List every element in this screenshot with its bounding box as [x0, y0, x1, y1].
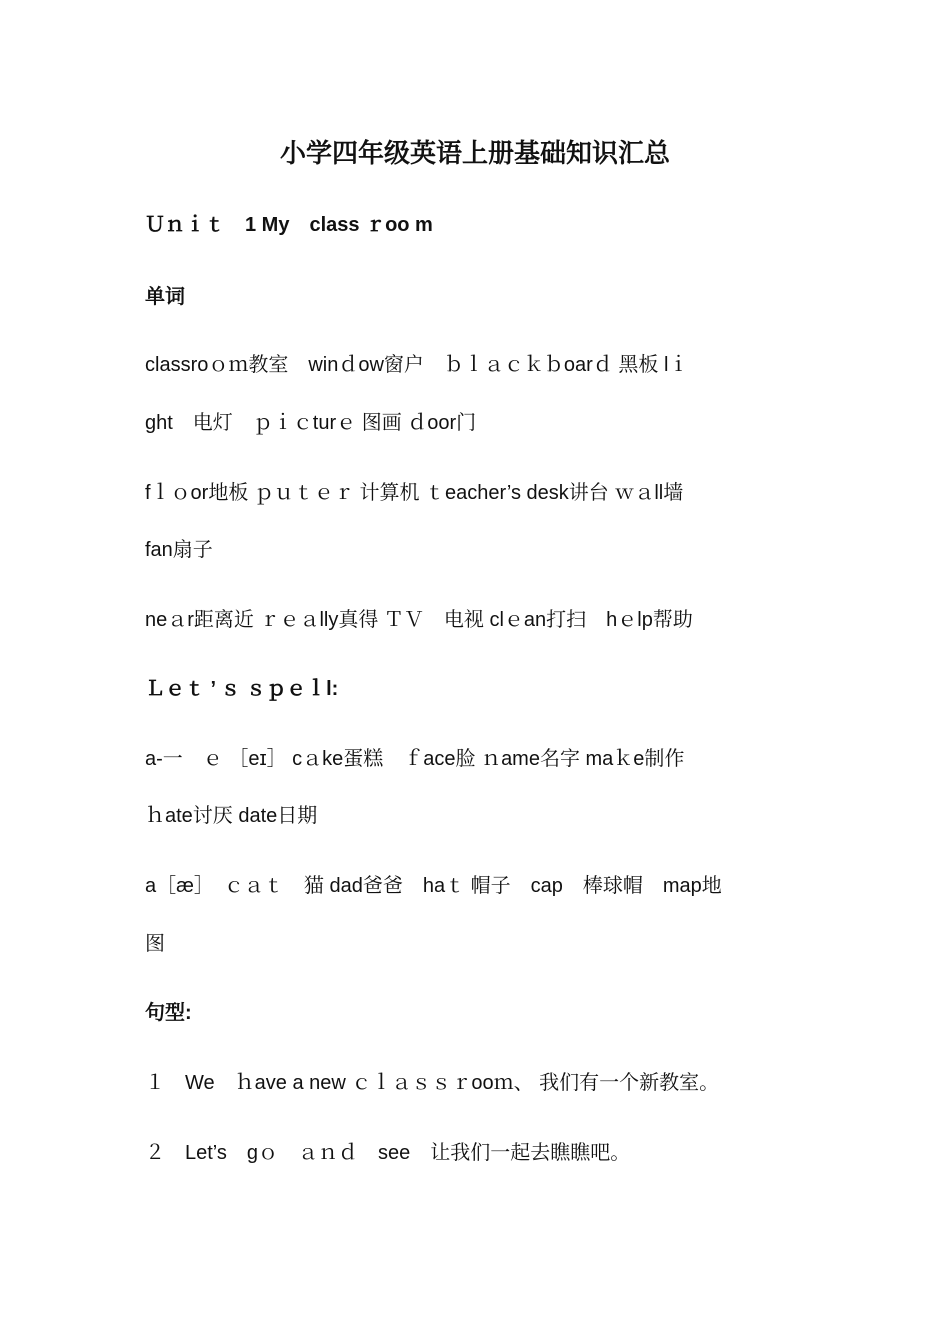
- sentence-heading: 句型:: [145, 1002, 192, 1024]
- vocab-line: fan扇子: [145, 539, 213, 561]
- unit-heading: Ｕｎｉｔ 1 My class ｒoo m: [145, 214, 433, 236]
- sentence-line: １ We ｈave a new ｃｌａｓｓｒooｍ、 我们有一个新教室。: [145, 1072, 720, 1094]
- vocab-heading: 单词: [145, 286, 185, 308]
- spell-line: 图: [145, 933, 165, 955]
- sentence-line: ２ Let’s gｏ ａｎｄ see 让我们一起去瞧瞧吧。: [145, 1142, 631, 1164]
- vocab-line: fｌｏor地板 ｐｕｔｅｒ 计算机 ｔeacher’s desk讲台 ｗａll墙: [145, 482, 684, 504]
- spell-line: a-一 ｅ ［eɪ］ cａke蛋糕 ｆace脸 ｎame名字 maｋe制作: [145, 748, 685, 770]
- vocab-line: ght 电灯 ｐｉｃturｅ 图画 ｄoor门: [145, 412, 477, 434]
- document-title: 小学四年级英语上册基础知识汇总: [279, 139, 670, 169]
- spell-line: ｈate讨厌 date日期: [145, 805, 318, 827]
- spell-heading: Ｌｅｔ ’ ｓ ｓｐｅｌl:: [145, 678, 339, 700]
- vocab-line: neａr距离近 ｒｅａlly真得 ＴＶ 电视 clｅan打扫 hｅlp帮助: [145, 609, 693, 631]
- vocab-line: classroｏｍ教室 winｄow窗户 ｂｌａｃｋｂoarｄ 黑板 lｉ: [145, 354, 689, 376]
- spell-line: a［æ］ ｃａｔ 猫 dad爸爸 haｔ 帽子 cap 棒球帽 map地: [145, 875, 722, 897]
